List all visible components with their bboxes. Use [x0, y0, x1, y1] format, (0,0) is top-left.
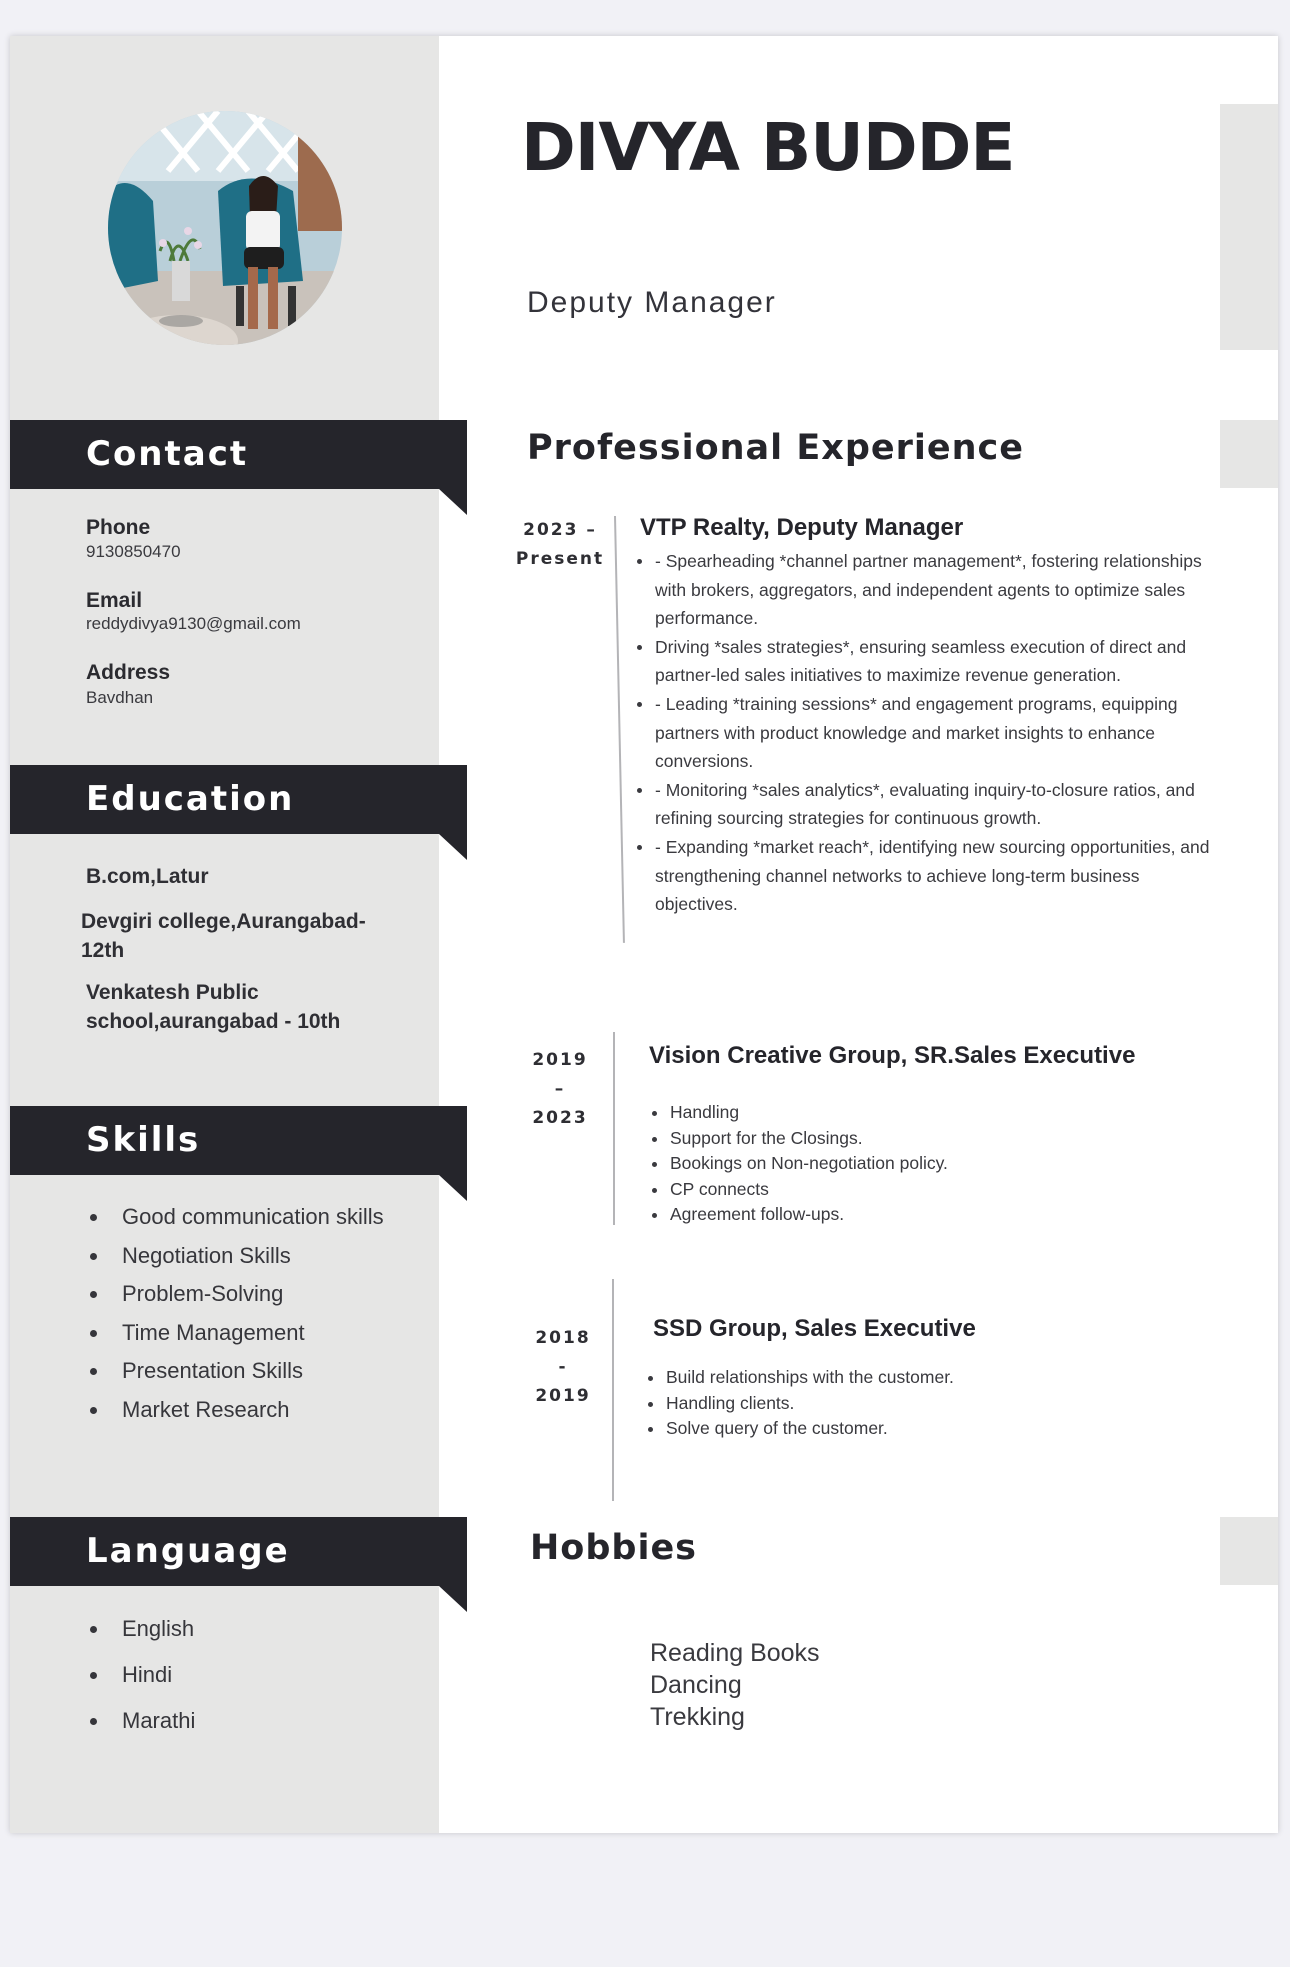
skills-list — [86, 1198, 396, 1429]
profile-photo — [108, 111, 342, 345]
skill-item: Problem-Solving — [86, 1275, 396, 1314]
job-date-sep: – — [554, 1079, 566, 1099]
hobby-item: Reading Books — [650, 1639, 820, 1667]
job-date-sep: - — [558, 1357, 568, 1377]
language-item: Marathi — [86, 1698, 386, 1744]
job-bullet: Handling clients. — [646, 1391, 1146, 1417]
job-bullet: - Spearheading *channel partner management*, fostering relationships with brokers, aggregators, and independent agents to optimize sales performance. — [635, 547, 1225, 633]
education-bar-fold — [439, 834, 467, 860]
email-value: reddydivya9130@gmail.com — [86, 614, 301, 633]
education-item: Venkatesh Public school,aurangabad - 10th — [86, 981, 341, 1033]
job-bullet: Handling — [650, 1100, 1150, 1126]
job-bullets — [650, 1100, 1150, 1228]
skills-section-bar — [10, 1106, 467, 1175]
job-date-start: 2019 — [532, 1050, 588, 1070]
job-bullet: - Expanding *market reach*, identifying new sourcing opportunities, and strengthening channel networks to achieve long-term business objectives. — [635, 833, 1225, 919]
education-item: Devgiri college,Aurangabad-12th — [81, 910, 366, 962]
language-bar-fold — [439, 1586, 467, 1612]
education-section-bar — [10, 765, 467, 834]
timeline-line — [612, 1279, 614, 1501]
deco-block-experience — [1220, 420, 1278, 488]
education-item: B.com,Latur — [86, 865, 209, 888]
job-bullet: Solve query of the customer. — [646, 1416, 1146, 1442]
job-date-end: 2023 — [532, 1108, 588, 1128]
job-bullet: CP connects — [650, 1177, 1150, 1203]
job-date-start: 2018 — [535, 1328, 591, 1348]
address-value: Bavdhan — [86, 688, 154, 707]
job-date-end: Present — [515, 549, 605, 569]
skills-bar-fold — [439, 1175, 467, 1201]
job-date — [513, 1324, 613, 1411]
language-heading: Language — [86, 1531, 290, 1571]
job-date-end: 2019 — [535, 1386, 591, 1406]
contact-heading: Contact — [86, 434, 249, 474]
language-list — [86, 1606, 386, 1744]
candidate-role: Deputy Manager — [527, 286, 777, 319]
contact-section-bar — [10, 420, 467, 489]
timeline-line — [613, 1032, 615, 1225]
contact-bar-fold — [439, 489, 467, 515]
job-bullet: Bookings on Non-negotiation policy. — [650, 1151, 1150, 1177]
language-item: English — [86, 1606, 386, 1652]
job-bullet: - Monitoring *sales analytics*, evaluating inquiry-to-closure ratios, and refining sourcing strategies for continuous growth. — [635, 776, 1225, 833]
job-bullet: Support for the Closings. — [650, 1126, 1150, 1152]
skill-item: Negotiation Skills — [86, 1237, 396, 1276]
hobby-item: Dancing — [650, 1671, 742, 1699]
job-bullet: Agreement follow-ups. — [650, 1202, 1150, 1228]
job-bullet: Driving *sales strategies*, ensuring seamless execution of direct and partner-led sales initiatives to maximize revenue generation. — [635, 633, 1225, 690]
education-heading: Education — [86, 779, 295, 819]
skill-item: Presentation Skills — [86, 1352, 396, 1391]
deco-block-header — [1220, 104, 1278, 350]
address-label: Address — [86, 661, 171, 684]
skills-heading: Skills — [86, 1120, 201, 1160]
job-date-start: 2023 – — [523, 520, 597, 540]
job-bullets — [646, 1365, 1146, 1442]
phone-value: 9130850470 — [86, 542, 181, 561]
hobbies-list — [650, 1637, 820, 1733]
email-label: Email — [86, 589, 143, 612]
job-date — [510, 1046, 610, 1133]
job-bullet: - Leading *training sessions* and engagement programs, equipping partners with product knowledge and market insights to enhance conversions. — [635, 690, 1225, 776]
language-item: Hindi — [86, 1652, 386, 1698]
hobbies-heading: Hobbies — [530, 1528, 698, 1568]
job-bullets — [635, 547, 1225, 919]
deco-block-hobbies — [1220, 1517, 1278, 1585]
phone-label: Phone — [86, 516, 151, 539]
job-title: VTP Realty, Deputy Manager — [640, 514, 964, 541]
skill-item: Market Research — [86, 1391, 396, 1430]
job-date — [510, 516, 610, 574]
hobby-item: Trekking — [650, 1703, 745, 1731]
skill-item: Time Management — [86, 1314, 396, 1353]
job-bullet: Build relationships with the customer. — [646, 1365, 1146, 1391]
skill-item: Good communication skills — [86, 1198, 396, 1237]
language-section-bar — [10, 1517, 467, 1586]
timeline-line — [614, 516, 625, 943]
experience-heading: Professional Experience — [527, 428, 1025, 468]
candidate-name: DIVYA BUDDE — [521, 109, 1015, 186]
resume-page — [10, 36, 1278, 1833]
job-title: SSD Group, Sales Executive — [653, 1315, 976, 1342]
job-title: Vision Creative Group, SR.Sales Executive — [649, 1042, 1136, 1069]
